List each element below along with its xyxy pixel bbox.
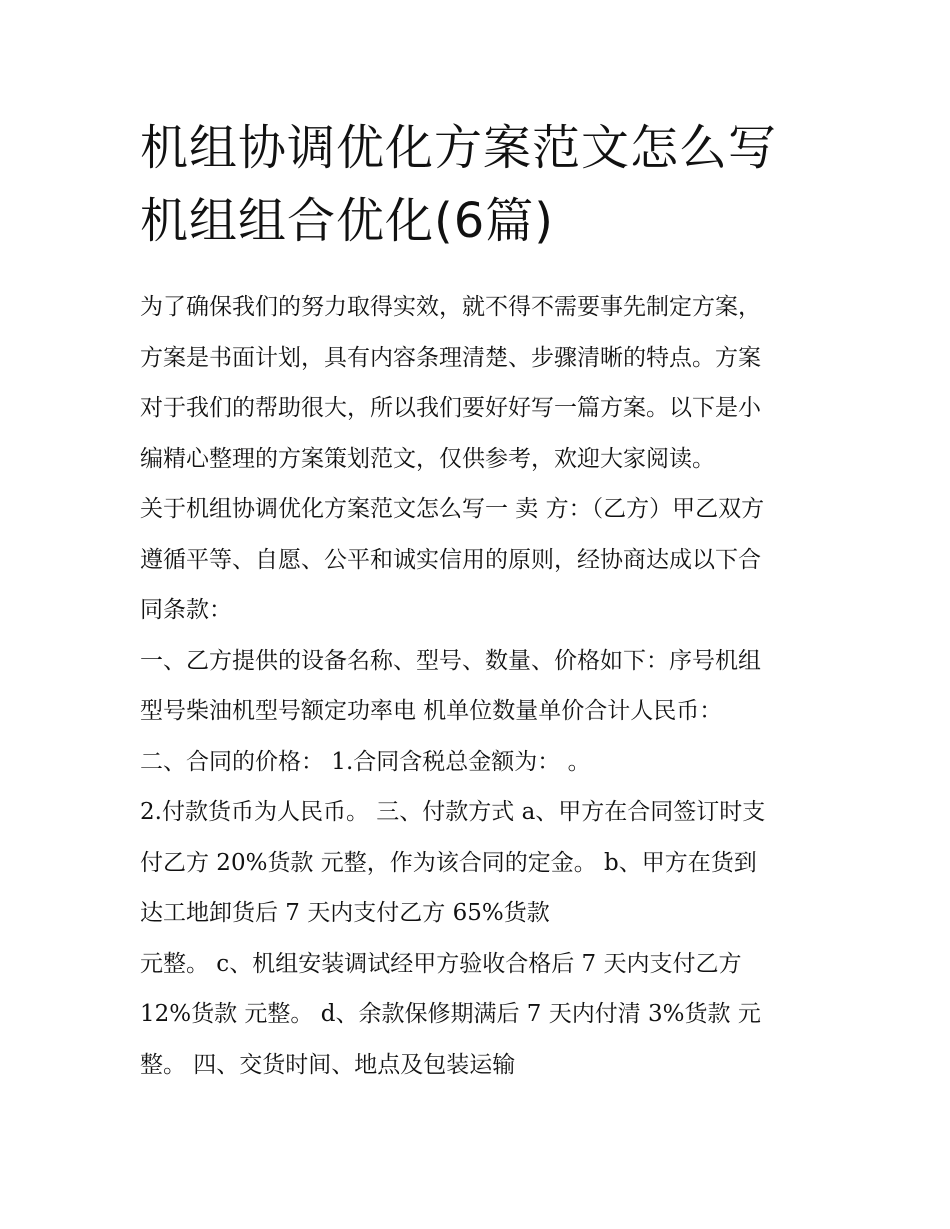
body-line: 对于我们的帮助很大，所以我们要好好写一篇方案。以下是小 [140,395,761,421]
document-body [140,282,820,1090]
body-line: 付乙方 20%货款 元整，作为该合同的定金。 b、甲方在货到 [140,849,757,876]
title-line-2: 机组组合优化(6篇) [140,193,554,249]
body-line: 为了确保我们的努力取得实效，就不得不需要事先制定方案， [140,294,761,320]
body-line: 二、合同的价格： 1.合同含税总金额为： 。 [140,748,591,775]
body-line: 一、乙方提供的设备名称、型号、数量、价格如下：序号机组 [140,647,761,674]
body-line: 型号柴油机型号额定功率电 机单位数量单价合计人民币： [140,698,723,724]
body-line: 同条款： [140,597,232,623]
body-line: 整。 四、交货时间、地点及包装运输 [140,1051,516,1078]
body-line: 2.付款货币为人民币。 三、付款方式 a、甲方在合同签订时支 [140,799,766,825]
body-line: 达工地卸货后 7 天内支付乙方 65%货款 [140,900,550,926]
body-line: 编精心整理的方案策划范文，仅供参考，欢迎大家阅读。 [140,445,715,472]
body-line: 元整。 c、机组安装调试经甲方验收合格后 7 天内支付乙方 [140,950,742,977]
body-line: 方案是书面计划，具有内容条理清楚、步骤清晰的特点。方案 [140,344,761,371]
title-line-1: 机组协调优化方案范文怎么写 [140,120,778,176]
document-title [140,112,840,258]
body-line: 遵循平等、自愿、公平和诚实信用的原则，经协商达成以下合 [140,546,761,573]
body-line: 关于机组协调优化方案范文怎么写一 卖 方：（乙方）甲乙双方 [140,496,765,522]
body-line: 12%货款 元整。 d、余款保修期满后 7 天内付清 3%货款 元 [140,1001,761,1027]
